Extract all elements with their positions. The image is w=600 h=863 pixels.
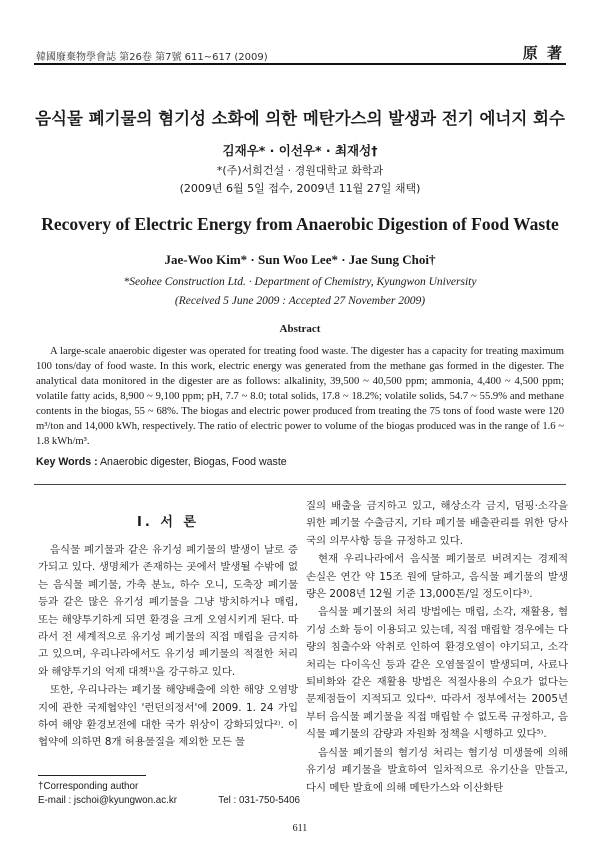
- abstract-heading: Abstract: [279, 323, 321, 335]
- body-paragraph: 음식물 폐기물과 같은 유기성 폐기물의 발생이 날로 증가되고 있다. 생명체가 존재하는 곳에서 발생될 수밖에 없는 음식물 폐기물, 가축 분뇨, 하수 오니, 도축장 폐기물 등과 같은 많은 유기성 폐기물을 그냥 방치하거나 매립, 또는 해양투기하게 되면 환경을 크게 오염시키게 된다. 따라서 전 세계적으로 유기성 폐기물의 직접 매립을 금지하고 있으며, 우리나라에서도 유기성 폐기물의 적절한 처리와 해양투기의 억제 대책¹⁾을 강구하고 있다.: [38, 544, 298, 678]
- title-korean: 음식물 폐기물의 혐기성 소화에 의한 메탄가스의 발생과 전기 에너지 회수: [35, 109, 565, 128]
- footnote: [38, 780, 300, 808]
- section-heading-introduction: I. 서 론: [137, 515, 199, 530]
- right-column: [306, 498, 568, 797]
- abstract-body: A large-scale anaerobic digester was operated for treating food waste. The digester has a capacity for treating maximum 100 tons/day of food waste. In this work, electric energy was generated from the methane gas formed in the digester. The analytical data monitored in the digester are as follows: alkalinity, 39,500 ~ 40,500 ppm; ammonia, 4,400 ~ 4,500 ppm; volatile fatty acids, 8,900 ~ 9,100 ppm; pH, 7.7 ~ 8.0; total solids, 17.8 ~ 18.2%; volatile solids, 54.7 ~ 55.9% and methane contents in the biogas, 55 ~ 68%. The biogas and electric power produced from treating the 75 tons of food waste were 120 m³/ton and 14,000 kWh, respectively. The ratio of electric power to volume of the biogas produced was in the range of 1.6 ~ 1.8 kWh/m³.: [36, 346, 564, 447]
- author-email: E-mail : jschoi@kyungwon.ac.kr: [38, 795, 177, 806]
- affiliation-korean: *(주)서희건설 · 경원대학교 화학과: [216, 164, 384, 177]
- dates-korean: (2009년 6월 5일 접수, 2009년 11월 27일 채택): [179, 182, 421, 195]
- keywords: [36, 456, 564, 468]
- corresponding-author: †Corresponding author: [38, 781, 139, 792]
- keywords-label: Key Words :: [36, 456, 98, 468]
- left-column: [38, 497, 298, 752]
- keywords-text: Anaerobic digester, Biogas, Food waste: [99, 456, 287, 468]
- body-paragraph: 또한, 우리나라는 폐기물 해양배출에 의한 해양 오염방지에 관한 국제협약인 '런던의정서'에 2009. 1. 24 가입하여 해양 환경보전에 대한 국가 위상이 강화되었다²⁾. 이 협약에 의하면 8개 허용물질을 제외한 모든 물: [38, 684, 298, 749]
- dates-english: (Received 5 June 2009 : Accepted 27 November 2009): [174, 295, 426, 307]
- header-rule: [34, 63, 566, 65]
- authors-english: Jae-Woo Kim* · Sun Woo Lee* · Jae Sung Choi†: [164, 252, 436, 267]
- body-paragraph: 음식물 폐기물의 처리 방법에는 매립, 소각, 재활용, 혐기성 소화 등이 이용되고 있는데, 직접 매립할 경우에는 다량의 침출수와 악취로 인하여 환경오염이 야기되고, 소각 처리는 다이옥신 등과 같은 오염물질이 발생되며, 사료나 퇴비화와 같은 재활용 방법은 적절사용의 수요가 없다는 문제점들이 지적되고 있다⁴⁾. 따라서 정부에서는 2005년부터 음식물 폐기물을 직접 매립할 수 없도록 규정하고, 음식물 폐기물의 감량과 자원화 정책을 시행하고 있다⁵⁾.: [306, 606, 568, 741]
- authors-korean: 김재우* · 이선우* · 최재성†: [222, 143, 378, 158]
- article-category: 原 著: [522, 44, 564, 62]
- footnote-rule: [38, 775, 146, 776]
- author-phone: Tel : 031-750-5406: [218, 795, 300, 806]
- keywords-rule: [34, 484, 566, 485]
- affiliation-english: *Seohee Construction Ltd. · Department of Chemistry, Kyungwon University: [123, 276, 477, 288]
- page-number: 611: [292, 823, 308, 834]
- body-paragraph: 질의 배출을 금지하고 있고, 해상소각 금지, 덤핑·소각을 위한 폐기물 수출금지, 기타 폐기물 배출관리를 위한 당사국의 의무사항 등을 규정하고 있다.: [306, 500, 568, 547]
- title-english: Recovery of Electric Energy from Anaerobic Digestion of Food Waste: [41, 214, 559, 234]
- body-paragraph: 현재 우리나라에서 음식물 폐기물로 버려지는 경제적 손실은 연간 약 15조 원에 달하고, 음식물 폐기물의 발생량은 2008년 12월 기준 13,000톤/일 정도이다³⁾.: [306, 553, 568, 601]
- body-paragraph: 음식물 폐기물의 혐기성 처리는 혐기성 미생물에 의해 유기성 폐기물을 발효하여 일차적으로 유기산을 만들고, 다시 메탄 발효에 의해 메탄가스와 이산화탄: [306, 746, 568, 794]
- journal-header: 韓國廢棄物學會誌 第26卷 第7號 611~617 (2009): [36, 52, 268, 63]
